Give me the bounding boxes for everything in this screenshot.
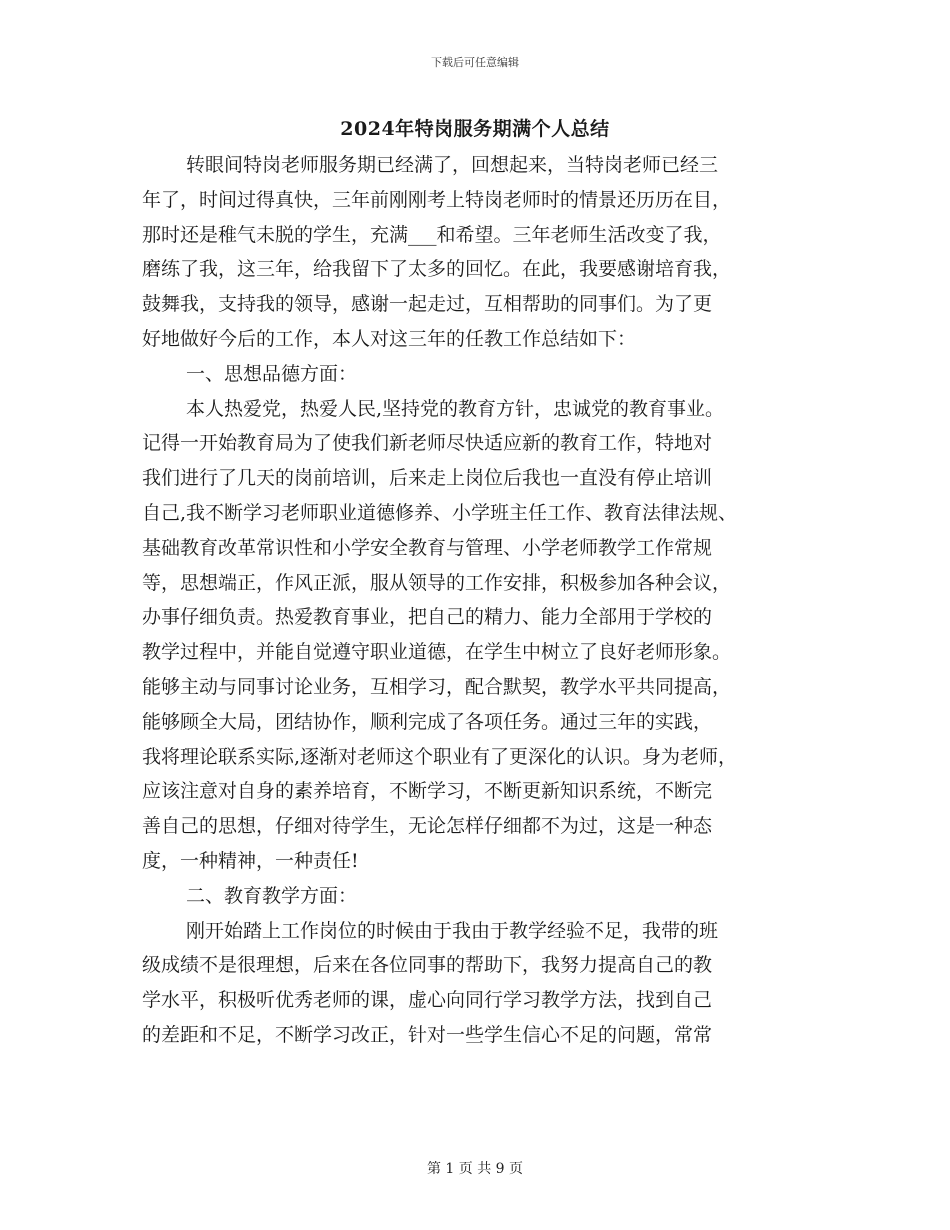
paragraph-line: 我将理论联系实际,逐渐对老师这个职业有了更深化的认识。身为老师，	[142, 745, 738, 768]
document-body	[142, 148, 822, 1053]
paragraph-line: 教学过程中，并能自觉遵守职业道德，在学生中树立了良好老师形象。	[142, 641, 732, 664]
paragraph-line: 的差距和不足，不断学习改正，针对一些学生信心不足的问题，常常	[142, 1023, 713, 1046]
paragraph-line: 应该注意对自身的素养培育，不断学习，不断更新知识系统，不断完	[142, 780, 713, 803]
paragraph-line: 磨练了我，这三年，给我留下了太多的回忆。在此，我要感谢培育我，	[142, 258, 732, 281]
paragraph-line: 能够主动与同事讨论业务，互相学习，配合默契，教学水平共同提高，	[142, 675, 732, 698]
paragraph-line: 基础教育改革常识性和小学安全教育与管理、小学老师教学工作常规	[142, 536, 713, 559]
paragraph-line: 刚开始踏上工作岗位的时候由于我由于教学经验不足，我带的班	[186, 919, 719, 942]
document-title: 2024年特岗服务期满个人总结	[340, 118, 610, 140]
paragraph-line: 度，一种精神，一种责任!	[142, 849, 359, 872]
header-note: 下载后可任意编辑	[431, 56, 519, 69]
paragraph-line: 能够顾全大局，团结协作，顺利完成了各项任务。通过三年的实践，	[142, 710, 713, 733]
paragraph-line: 本人热爱党，热爱人民,坚持党的教育方针，忠诚党的教育事业。	[186, 397, 725, 420]
paragraph-line: 善自己的思想，仔细对待学生，无论怎样仔细都不为过，这是一种态	[142, 815, 713, 838]
section-heading: 二、教育教学方面：	[186, 884, 358, 907]
paragraph-line: 我们进行了几天的岗前培训，后来走上岗位后我也一直没有停止培训	[142, 467, 713, 490]
paragraph-line: 那时还是稚气未脱的学生，充满___和希望。三年老师生活改变了我，	[142, 223, 722, 246]
paragraph-line: 办事仔细负责。热爱教育事业，把自己的精力、能力全部用于学校的	[142, 606, 713, 629]
paragraph-line: 好地做好今后的工作，本人对这三年的任教工作总结如下：	[142, 327, 637, 350]
paragraph-line: 自己,我不断学习老师职业道德修养、小学班主任工作、教育法律法规、	[142, 501, 738, 524]
paragraph-line: 年了，时间过得真快，三年前刚刚考上特岗老师时的情景还历历在目，	[142, 188, 732, 211]
paragraph-line: 鼓舞我，支持我的领导，感谢一起走过，互相帮助的同事们。为了更	[142, 293, 713, 316]
paragraph-line: 转眼间特岗老师服务期已经满了，回想起来，当特岗老师已经三	[186, 154, 719, 176]
paragraph-line: 学水平，积极听优秀老师的课，虚心向同行学习教学方法，找到自己	[142, 989, 713, 1012]
paragraph-line: 等，思想端正，作风正派，服从领导的工作安排，积极参加各种会议，	[142, 571, 732, 594]
page-footer: 第 1 页 共 9 页	[426, 1161, 524, 1177]
paragraph-line: 记得一开始教育局为了使我们新老师尽快适应新的教育工作，特地对	[142, 432, 713, 455]
section-heading: 一、思想品德方面：	[186, 362, 358, 385]
paragraph-line: 级成绩不是很理想，后来在各位同事的帮助下，我努力提高自己的教	[142, 954, 713, 977]
